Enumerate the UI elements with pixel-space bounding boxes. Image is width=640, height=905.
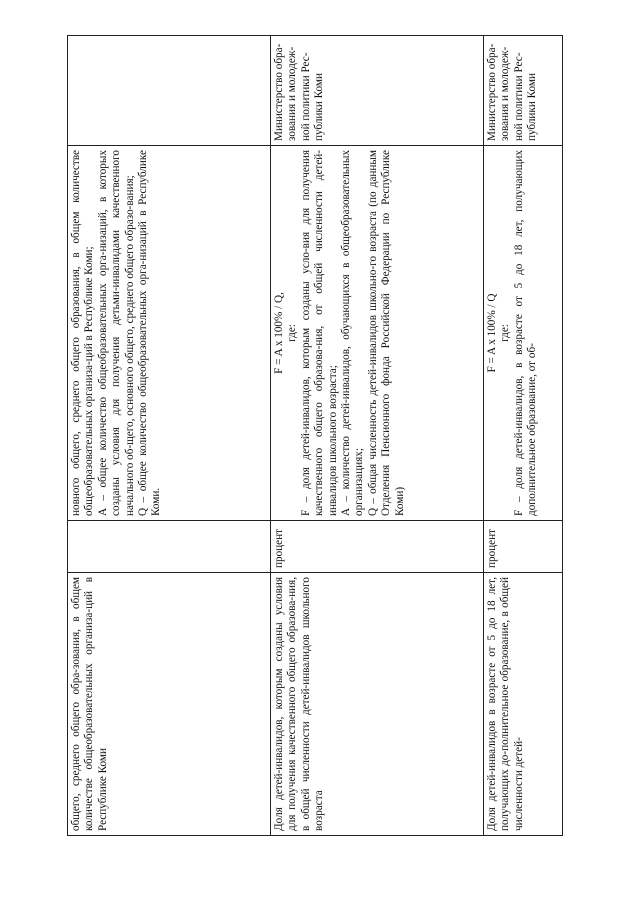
- formula: F = A x 100% / Q: [486, 293, 498, 373]
- indicator-cell: общего, среднего общего обра-зования, в общем количестве общеобразовательных организа-ций в Республике Коми: [68, 573, 271, 836]
- method-cell: [68, 146, 271, 521]
- indicator-cell: Доля детей-инвалидов в возрасте от 5 до 18 лет, получающих до-полнительное образование, в общей численности детей-: [484, 573, 563, 836]
- method-line: новного общего, среднего общего образования, в общем количестве общеобразовательных организа-ций в Республике Коми;: [70, 150, 96, 516]
- rotated-document-page: [67, 36, 562, 836]
- method-line: Q – общее количество общеобразовательных орга-низаций в Республике Коми.: [137, 150, 163, 516]
- responsible-cell: Министерство обра-зования и молодеж-ной политики Рес-публики Коми: [271, 36, 484, 146]
- method-cell: [271, 146, 484, 521]
- responsible-cell: [68, 36, 271, 146]
- indicator-cell: Доля детей-инвалидов, которым созданы условия для получения качественного общего образова-ния, в общей численности детей-инвалидов школьного возраста: [271, 573, 484, 836]
- method-line: А – общее количество общеобразовательных орга-низаций, в которых созданы условия для получения детьми-инвалидами качественного начального об-щего, основного общего, среднего общего образо-вания;: [96, 150, 136, 516]
- unit-cell: [68, 521, 271, 573]
- formula-where: где:: [499, 324, 512, 342]
- formula: F = A x 100% / Q,: [273, 292, 285, 374]
- formula-where: где:: [286, 324, 299, 342]
- table-row: [271, 36, 484, 836]
- table-row: [484, 36, 563, 836]
- indicators-table: [67, 35, 563, 836]
- method-cell: [484, 146, 563, 521]
- method-line: F – доля детей-инвалидов, которым созданы усло-вия для получения качественного общего образова-ния, от общей численности детей-инвалидов школьного возраста;: [299, 150, 339, 516]
- method-line: Q – общая численность детей-инвалидов школьно-го возраста (по данным Отделения Пенсионного фонда Российской Федерации по Республике Коми): [366, 150, 406, 516]
- table-row: [68, 36, 271, 836]
- unit-cell: процент: [271, 521, 484, 573]
- method-line: F – доля детей-инвалидов, в возрасте от 5 до 18 лет, получающих дополнительное образование, от об-: [512, 150, 539, 516]
- method-line: А – количество детей-инвалидов, обучающихся в общеобразовательных организациях;: [340, 150, 366, 516]
- unit-cell: процент: [484, 521, 563, 573]
- responsible-cell: Министерство обра-зования и молодеж-ной политики Рес-публики Коми: [484, 36, 563, 146]
